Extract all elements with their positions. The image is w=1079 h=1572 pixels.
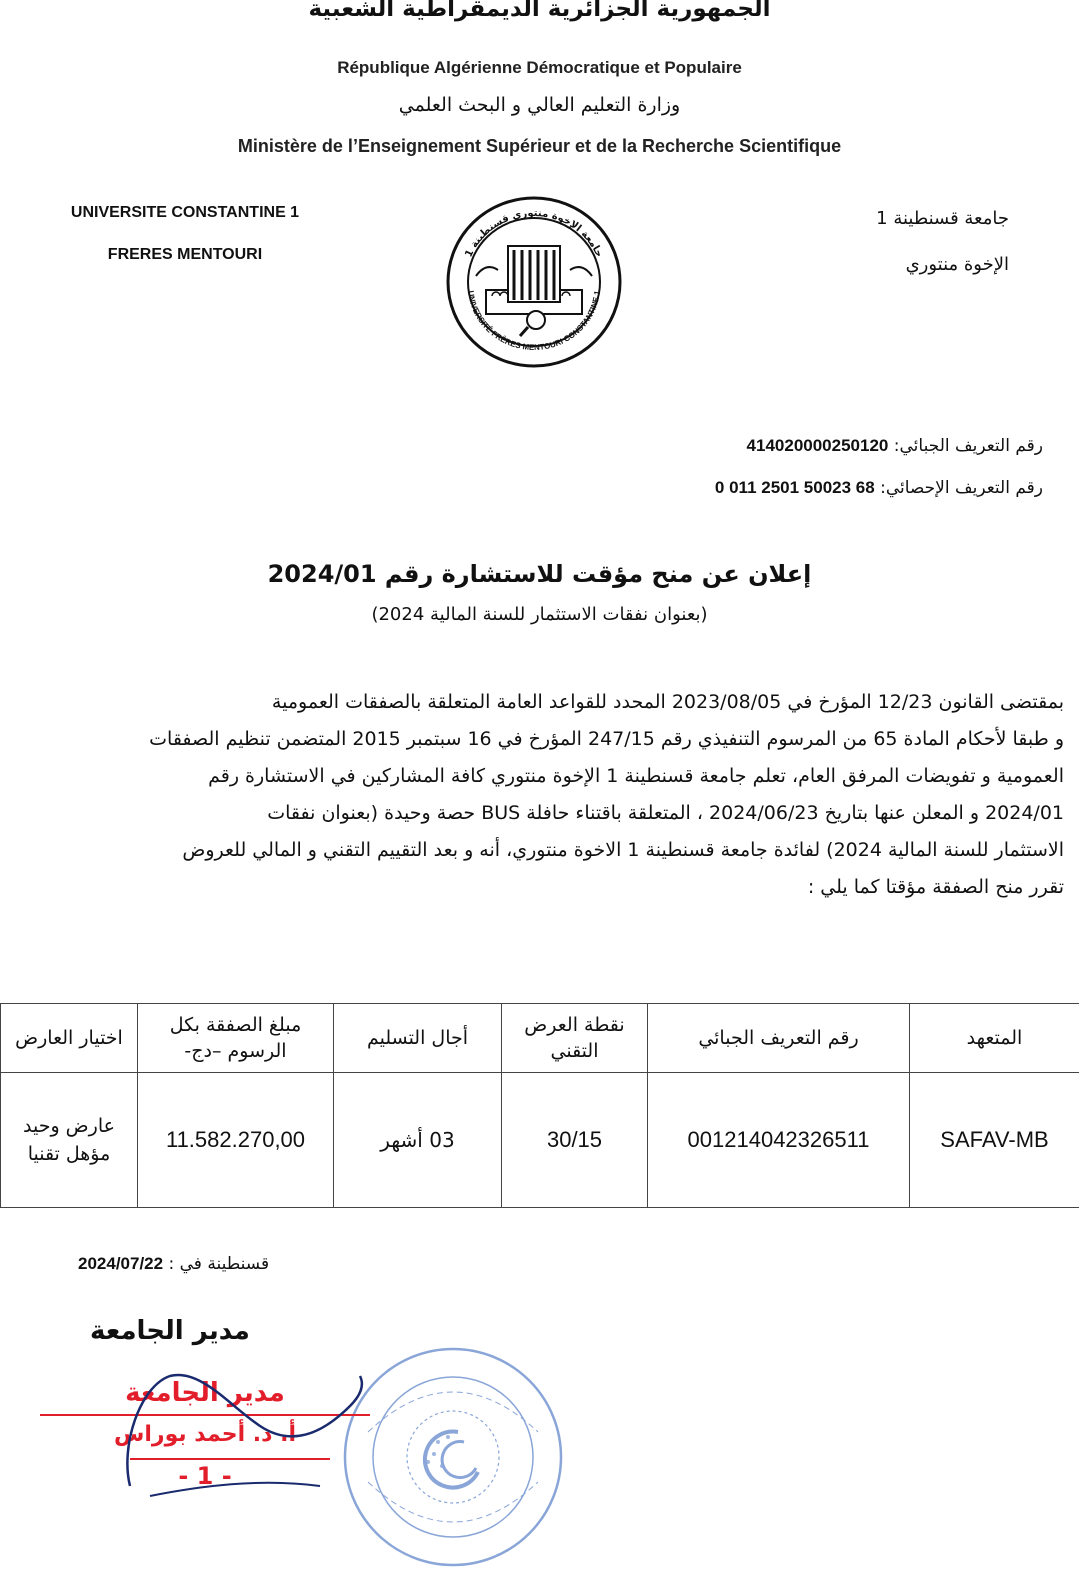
- signatory-title: مدير الجامعة: [90, 1316, 250, 1346]
- announcement-body: [8, 684, 1064, 906]
- stat-id-label: رقم التعريف الإحصائي:: [880, 478, 1043, 498]
- body-line: و طبقا لأحكام المادة 65 من المرسوم التنفيذي رقم 247/15 المؤرخ في 16 سبتمبر 2015 المتضمن تنظيم الصفقات: [149, 728, 1064, 750]
- cell-fiscal-id: 001214042326511: [648, 1073, 910, 1208]
- place-date-line: [78, 1254, 378, 1274]
- body-line: بمقتضى القانون 12/23 المؤرخ في 2023/08/05 المحدد للقواعد العامة المتعلقة بالصفقات العمومية: [271, 691, 1064, 713]
- date-value: 2024/07/22: [78, 1254, 164, 1273]
- cell-delivery-time: 03 أشهر: [334, 1073, 502, 1208]
- header-technical-score: نقطة العرض التقني: [502, 1004, 648, 1073]
- cell-technical-score: 30/15: [502, 1073, 648, 1208]
- ministry-name-ar: وزارة التعليم العالي و البحث العلمي: [398, 94, 681, 116]
- fiscal-id-label: رقم التعريف الجبائي:: [893, 436, 1043, 456]
- header-delivery-time: أجال التسليم: [334, 1004, 502, 1073]
- stat-id-value: 0 011 2501 50023 68: [714, 478, 875, 497]
- award-table: [0, 1003, 1079, 1208]
- republic-title-fr: République Algérienne Démocratique et Populaire: [337, 58, 742, 77]
- table-header-row: [1, 1004, 1079, 1073]
- ministry-name-fr: Ministère de l’Enseignement Supérieur et de la Recherche Scientifique: [237, 136, 842, 156]
- university-name-fr-line1: UNIVERSITE CONSTANTINE 1: [70, 204, 300, 221]
- official-round-stamp: [338, 1342, 568, 1572]
- header-fiscal-id: رقم التعريف الجبائي: [648, 1004, 910, 1073]
- body-line: العمومية و تفويضات المرفق العام، تعلم جامعة قسنطينة 1 الإخوة منتوري كافة المشاركين في الاستشارة رقم: [208, 765, 1064, 787]
- fiscal-id-line: [443, 436, 1043, 456]
- announcement-subtitle: (بعنوان نفقات الاستثمار للسنة المالية 2024): [371, 604, 708, 625]
- fiscal-id-value: 414020000250120: [746, 436, 889, 455]
- cell-bidder: SAFAV-MB: [910, 1073, 1079, 1208]
- svg-text:UNIVERSITÉ FRÈRES MENTOURI CON: UNIVERSITÉ FRÈRES MENTOURI CONSTANTINE 1: [466, 290, 602, 353]
- svg-text:جامعة الإخوة منتوري قسنطينة 1: جامعة الإخوة منتوري قسنطينة 1: [463, 207, 605, 260]
- university-name-ar-line2: الإخوة منتوري: [905, 254, 1009, 275]
- place-date-label: قسنطينة في :: [168, 1254, 270, 1274]
- cell-amount: 11.582.270,00: [138, 1073, 334, 1208]
- handwritten-signature: [110, 1366, 370, 1506]
- body-line: الاستثمار للسنة المالية 2024) لفائدة جامعة قسنطينة 1 الاخوة منتوري، أنه و بعد التقييم التقني و المالي للعروض: [182, 839, 1064, 861]
- table-row: [1, 1073, 1079, 1208]
- stamp-number: - 1 -: [178, 1462, 232, 1490]
- university-name-fr-line2: FRERES MENTOURI: [107, 246, 263, 263]
- university-seal-logo: [446, 196, 622, 368]
- announcement-title: إعلان عن منح مؤقت للاستشارة رقم 2024/01: [267, 560, 812, 588]
- header-amount: مبلغ الصفقة بكل الرسوم –دج-: [138, 1004, 334, 1073]
- stamp-name: أ. د. أحمد بوراس: [114, 1422, 296, 1447]
- signature-stamp: [40, 1378, 370, 1508]
- body-line: تقرر منح الصفقة مؤقتا كما يلي :: [807, 876, 1064, 898]
- header-selection: اختيار العارض: [1, 1004, 138, 1073]
- republic-title-ar: الجمهورية الجزائرية الديمقراطية الشعبية: [308, 0, 771, 22]
- university-name-ar-line1: جامعة قسنطينة 1: [876, 208, 1009, 229]
- stat-id-line: [443, 478, 1043, 498]
- body-line: 2024/01 و المعلن عنها بتاريخ 2024/06/23 ، المتعلقة باقتناء حافلة BUS حصة وحيدة (بعنوان نفقات: [267, 802, 1064, 824]
- header-bidder: المتعهد: [910, 1004, 1079, 1073]
- cell-selection: عارض وحيد مؤهل تقنيا: [1, 1073, 138, 1208]
- stamp-title: مدير الجامعة: [125, 1378, 285, 1408]
